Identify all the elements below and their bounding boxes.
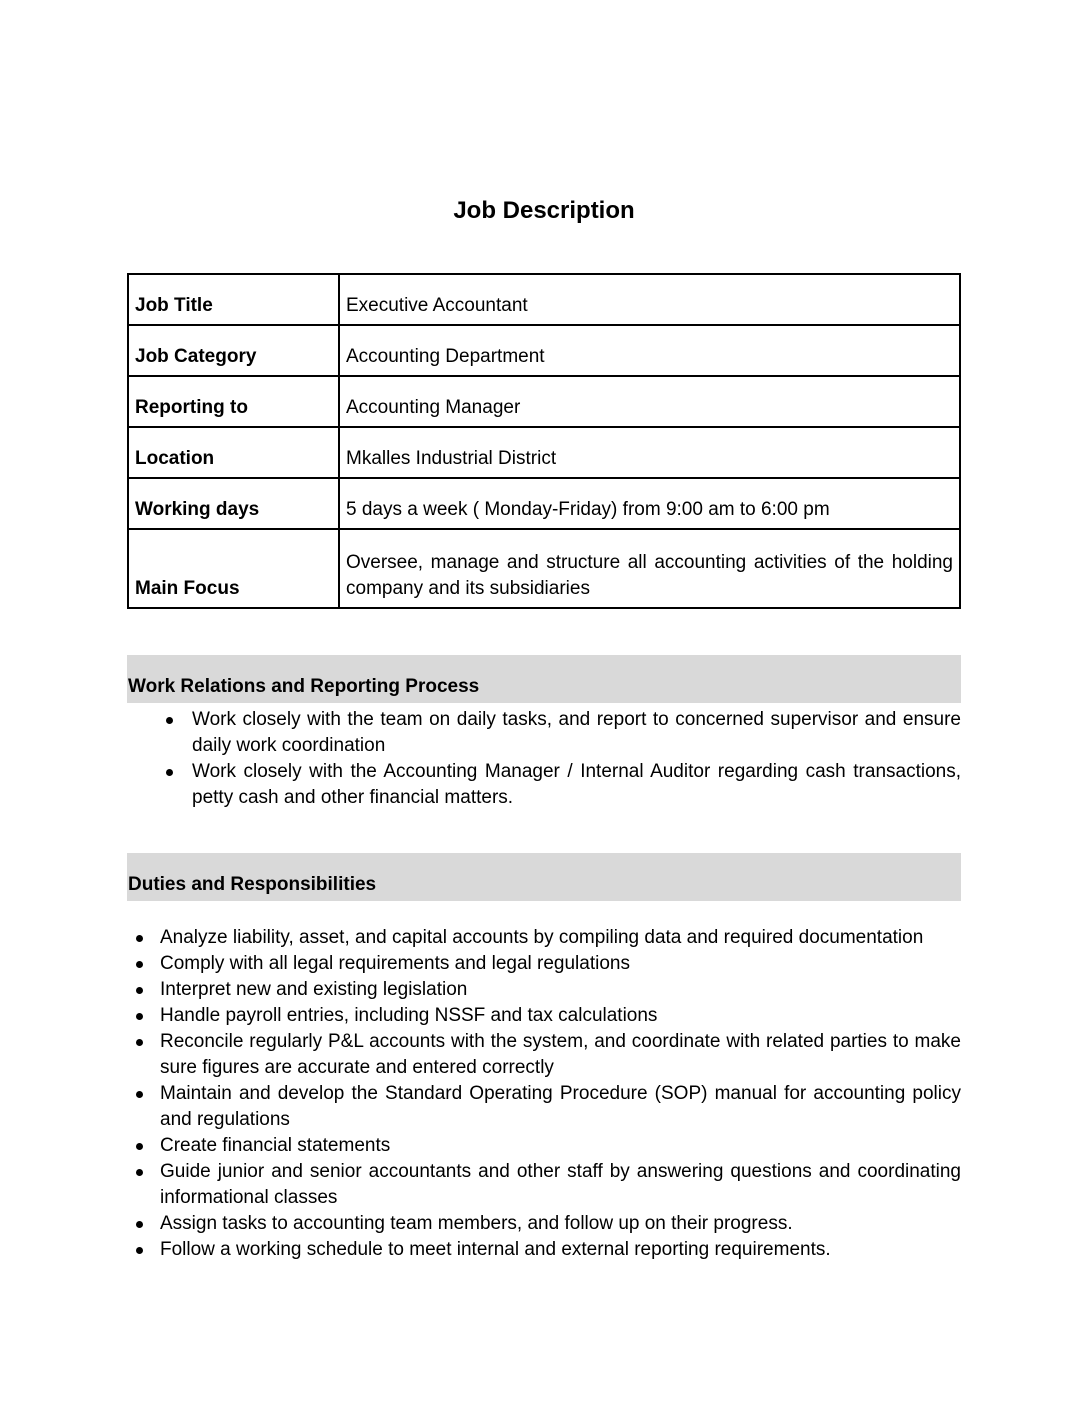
list-item: Maintain and develop the Standard Operating Procedure (SOP) manual for accounting policy and regulations [127, 1081, 961, 1133]
list-item: Work closely with the Accounting Manager / Internal Auditor regarding cash transactions, petty cash and other financial matters. [127, 759, 961, 811]
table-row [128, 478, 960, 529]
row-value: Mkalles Industrial District [339, 427, 960, 478]
work-relations-bullet-list [127, 707, 961, 811]
row-value: Accounting Manager [339, 376, 960, 427]
job-details-table-body [128, 274, 960, 608]
list-item: Interpret new and existing legislation [127, 977, 961, 1003]
list-item: Follow a working schedule to meet internal and external reporting requirements. [127, 1237, 961, 1263]
table-row [128, 529, 960, 608]
row-label: Location [128, 427, 339, 478]
row-value: Accounting Department [339, 325, 960, 376]
list-item: Comply with all legal requirements and legal regulations [127, 951, 961, 977]
list-item: Assign tasks to accounting team members, and follow up on their progress. [127, 1211, 961, 1237]
section-heading-work-relations: Work Relations and Reporting Process [127, 655, 961, 703]
row-label: Job Title [128, 274, 339, 325]
section-heading-duties: Duties and Responsibilities [127, 853, 961, 901]
table-row [128, 376, 960, 427]
list-item: Guide junior and senior accountants and other staff by answering questions and coordinating informational classes [127, 1159, 961, 1211]
table-row [128, 325, 960, 376]
list-item: Analyze liability, asset, and capital accounts by compiling data and required documentation [127, 925, 961, 951]
row-label: Reporting to [128, 376, 339, 427]
table-row [128, 427, 960, 478]
duties-bullet-list [127, 925, 961, 1263]
list-item: Create financial statements [127, 1133, 961, 1159]
list-item: Reconcile regularly P&L accounts with the system, and coordinate with related parties to make sure figures are accurate and entered correctly [127, 1029, 961, 1081]
row-label: Job Category [128, 325, 339, 376]
table-row [128, 274, 960, 325]
list-item: Work closely with the team on daily tasks, and report to concerned supervisor and ensure daily work coordination [127, 707, 961, 759]
row-label: Main Focus [128, 529, 339, 608]
list-item: Handle payroll entries, including NSSF and tax calculations [127, 1003, 961, 1029]
row-label: Working days [128, 478, 339, 529]
job-details-table [127, 273, 961, 609]
document-content [127, 0, 961, 1263]
section-duties [127, 853, 961, 1263]
section-work-relations [127, 655, 961, 811]
row-value: 5 days a week ( Monday-Friday) from 9:00 am to 6:00 pm [339, 478, 960, 529]
document-title: Job Description [453, 197, 635, 224]
row-value: Oversee, manage and structure all accounting activities of the holding company and its subsidiaries [339, 529, 960, 608]
row-value: Executive Accountant [339, 274, 960, 325]
